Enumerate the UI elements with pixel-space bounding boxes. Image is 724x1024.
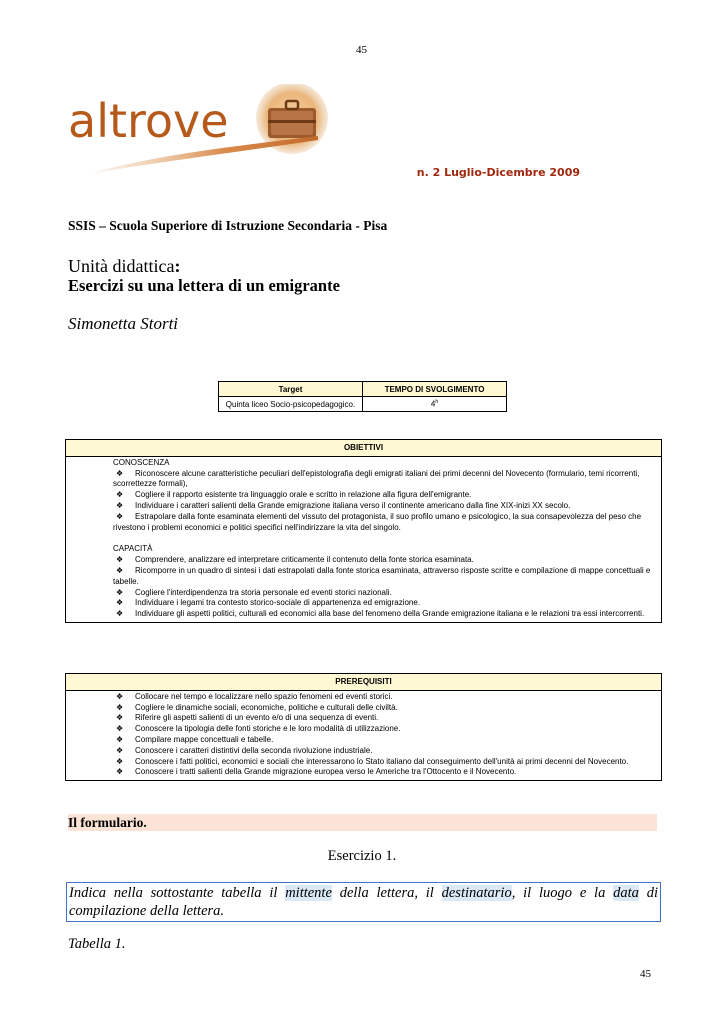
- list-item-text: Ricomporre in un quadro di sintesi i dati estrapolati dalla fonte storica esaminata, attraverso risposte scritte e compilazione di mappe concettuali e: [135, 565, 651, 575]
- list-item: [113, 555, 657, 566]
- list-item: [113, 588, 657, 599]
- list-item: [113, 512, 657, 523]
- list-item-text: Cogliere l'interdipendenza tra storia personale ed eventi storici nazionali.: [135, 587, 392, 597]
- table-caption: Tabella 1.: [68, 936, 126, 952]
- school-name: SSIS – Scuola Superiore di Istruzione Secondaria - Pisa: [68, 218, 388, 233]
- bullet-icon: ❖: [116, 691, 124, 701]
- target-table: [218, 381, 507, 412]
- obiettivi-box: [65, 439, 662, 623]
- conoscenza-label: CONOSCENZA: [113, 457, 170, 467]
- list-item-text: Conoscere i tratti salienti della Grande migrazione europea verso le Americhe tra l'Ottocento e il Novecento.: [135, 767, 517, 777]
- bullet-icon: ❖: [116, 724, 124, 734]
- list-item: [113, 757, 657, 768]
- bullet-icon: ❖: [116, 490, 124, 500]
- list-item: [113, 724, 657, 735]
- logo-graphic: [68, 84, 330, 176]
- list-item-text: Riconoscere alcune caratteristiche peculiari dell'epistolografia degli emigrati italiani dei primi decenni del Novecento (formulario, temi ricorrenti,: [135, 468, 640, 478]
- list-item-text: Collocare nel tempo e localizzare nello spazio fenomeni ed eventi storici.: [135, 691, 393, 701]
- exercise-title: Esercizio 1.: [327, 848, 397, 864]
- list-item: [113, 490, 657, 501]
- list-item: [113, 692, 657, 703]
- capacita-label: CAPACITÀ: [113, 544, 153, 554]
- list-item: [113, 703, 657, 714]
- bullet-icon: ❖: [116, 587, 124, 597]
- bullet-icon: ❖: [116, 555, 124, 565]
- section-heading-formulario: Il formulario.: [68, 814, 657, 831]
- bullet-icon: ❖: [116, 702, 124, 712]
- list-item: [113, 598, 657, 609]
- target-value: Quinta liceo Socio-psicopedagogico.: [219, 397, 363, 412]
- list-item-text: Conoscere i fatti politici, economici e sociali che interessarono lo Stato italiano dal conseguimento dell'unità ai primi decenni del Novecento.: [135, 756, 629, 766]
- author-name: Simonetta Storti: [68, 314, 179, 333]
- altrove-logo: [68, 84, 330, 176]
- list-item: [113, 767, 657, 778]
- obiettivi-header: OBIETTIVI: [66, 440, 661, 457]
- list-item-text: Individuare i legami tra contesto storico-sociale di appartenenza ed emigrazione.: [135, 598, 421, 608]
- list-item-text: Compilare mappe concettuali e tabelle.: [135, 734, 274, 744]
- bullet-icon: ❖: [116, 511, 124, 521]
- bullet-icon: ❖: [116, 745, 124, 755]
- bullet-icon: ❖: [116, 598, 124, 608]
- list-item-continuation: rivestono i problemi economici e politici specifici nell'indirizzare la vita del singolo.: [113, 522, 401, 532]
- time-value: 4$^h$: [363, 397, 507, 412]
- logo-text: altrove: [68, 94, 229, 148]
- time-header: TEMPO DI SVOLGIMENTO: [363, 382, 507, 397]
- list-item-text: Estrapolare dalla fonte esaminata elementi del vissuto del protagonista, il suo profilo umano e psicologico, la sua consapevolezza del peso che: [135, 511, 642, 521]
- list-item-text: Individuare i caratteri salienti della Grande emigrazione italiana verso il continente americano dalla fine XIX-inizi XX secolo.: [135, 500, 571, 510]
- list-item: [113, 566, 657, 577]
- issue-info: n. 2 Luglio-Dicembre 2009: [416, 166, 580, 179]
- list-item-text: Conoscere la tipologia delle fonti storiche e le loro modalità di utilizzazione.: [135, 724, 401, 734]
- bullet-icon: ❖: [116, 468, 124, 478]
- bullet-icon: ❖: [116, 500, 124, 510]
- bullet-icon: ❖: [116, 767, 124, 777]
- list-item-text: Individuare gli aspetti politici, culturali ed economici alla base del fenomeno della Grande emigrazione italiana e le relazioni tra essi intercorrenti.: [135, 609, 645, 619]
- list-item: [113, 746, 657, 757]
- bullet-icon: ❖: [116, 609, 124, 619]
- exercise-instruction: Indica nella sottostante tabella il mittente della lettera, il destinatario, il luogo e la data di compilazione della lettera.: [66, 882, 661, 922]
- list-item-text: Cogliere le dinamiche sociali, economiche, politiche e culturali delle civiltà.: [135, 702, 398, 712]
- bullet-icon: ❖: [116, 565, 124, 575]
- list-item-continuation: tabelle.: [113, 576, 139, 586]
- page-number-bottom: 45: [640, 968, 651, 980]
- bullet-icon: ❖: [116, 756, 124, 766]
- bullet-icon: ❖: [116, 713, 124, 723]
- list-item-text: Conoscere i caratteri distintivi della seconda rivoluzione industriale.: [135, 745, 373, 755]
- list-item: [113, 713, 657, 724]
- bullet-icon: ❖: [116, 734, 124, 744]
- unit-title: Esercizi su una lettera di un emigrante: [68, 276, 340, 295]
- list-item-text: Comprendere, analizzare ed interpretare criticamente il contenuto della fonte storica esaminata.: [135, 555, 474, 565]
- target-header: Target: [219, 382, 363, 397]
- list-item: [113, 501, 657, 512]
- list-item-text: Riferire gli aspetti salienti di un evento e/o di una sequenza di eventi.: [135, 713, 379, 723]
- list-item-continuation: scorrettezze formali),: [113, 479, 188, 489]
- list-item-text: Cogliere il rapporto esistente tra linguaggio orale e scritto in relazione alla figura dell'emigrante.: [135, 490, 472, 500]
- page-number-top: 45: [356, 44, 367, 56]
- unit-label: Unità didattica:: [68, 256, 181, 276]
- list-item: [113, 469, 657, 480]
- prerequisiti-box: [65, 673, 662, 781]
- prerequisiti-header: PREREQUISITI: [66, 674, 661, 691]
- list-item: [113, 609, 657, 620]
- list-item: [113, 735, 657, 746]
